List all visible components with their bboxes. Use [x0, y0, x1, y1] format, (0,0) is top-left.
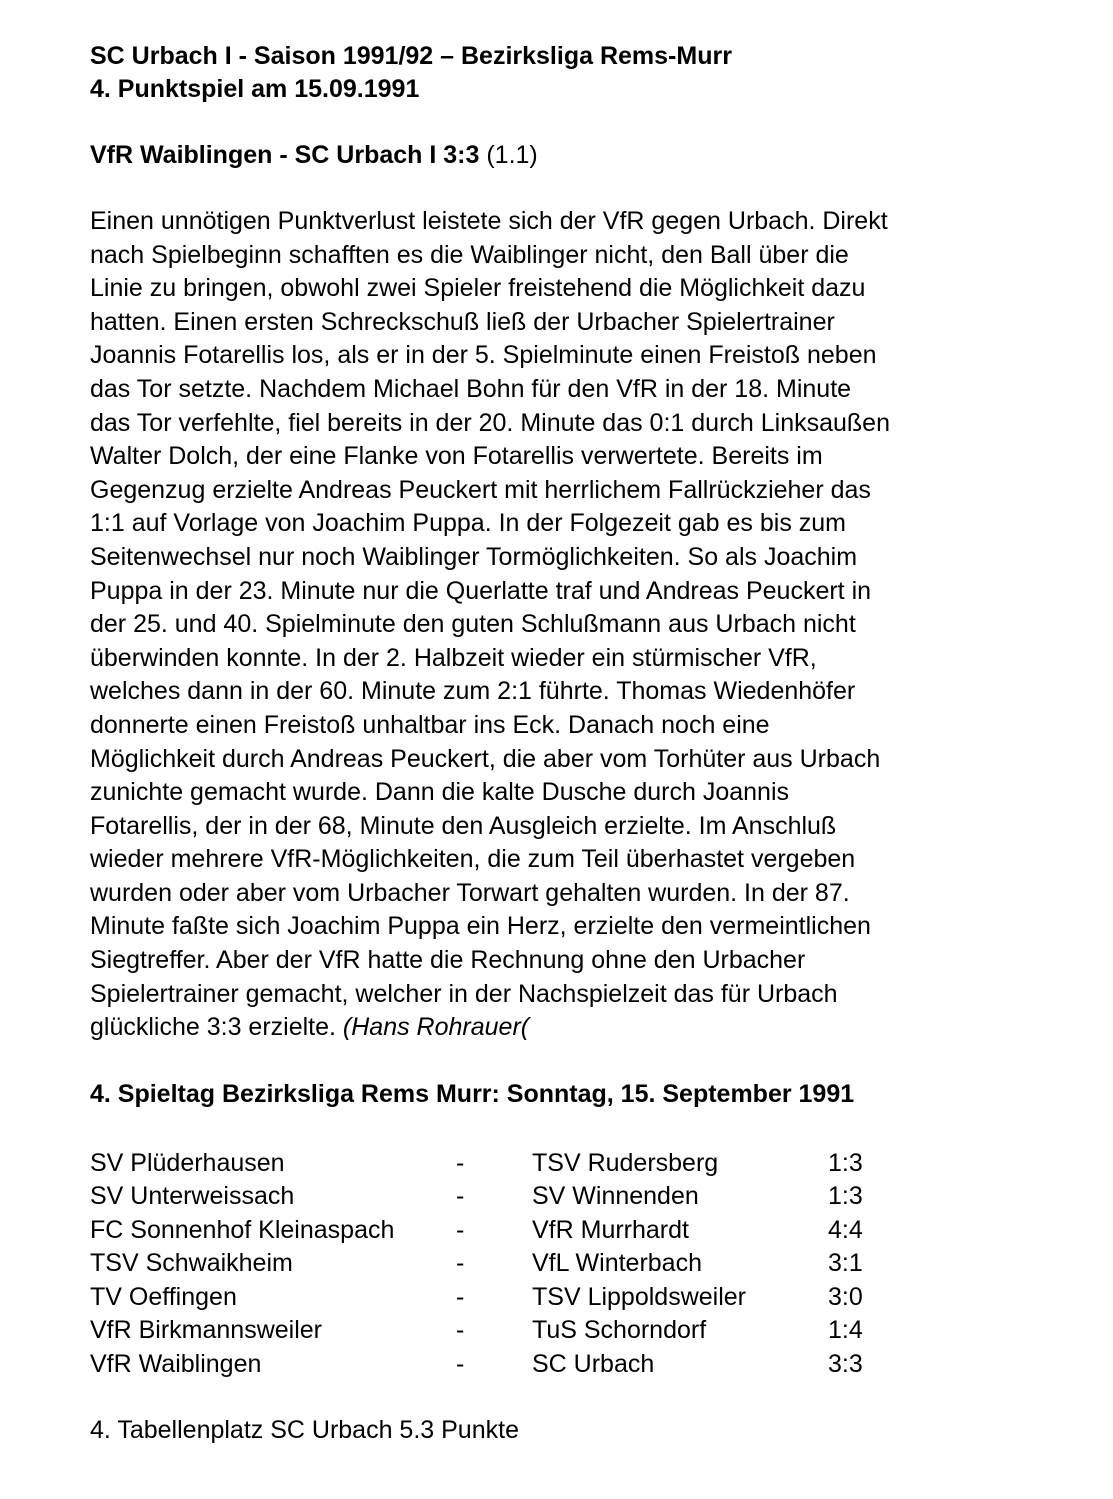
home-team: SV Plüderhausen — [90, 1148, 285, 1177]
away-team: VfL Winterbach — [532, 1249, 702, 1278]
match-headline — [90, 139, 1050, 172]
match-score: 3:3 — [828, 1349, 863, 1378]
result-row — [90, 1214, 1050, 1248]
away-team: TuS Schorndorf — [532, 1316, 707, 1345]
match-result-title: VfR Waiblingen - SC Urbach I 3:3 — [90, 141, 480, 169]
document-page — [90, 40, 1050, 1447]
home-team: TSV Schwaikheim — [90, 1249, 293, 1278]
result-separator: - — [456, 1215, 465, 1244]
result-separator: - — [456, 1148, 465, 1177]
match-report — [90, 205, 1050, 1045]
result-row — [90, 1147, 1050, 1181]
away-team: TSV Lippoldsweiler — [532, 1282, 746, 1311]
result-row — [90, 1180, 1050, 1214]
result-separator: - — [456, 1316, 465, 1345]
result-row — [90, 1348, 1050, 1382]
report-author: (Hans Rohrauer( — [342, 1013, 530, 1042]
away-team: SV Winnenden — [532, 1182, 699, 1211]
home-team: VfR Birkmannsweiler — [90, 1316, 323, 1345]
match-report-text: Einen unnötigen Punktverlust leistete sich der VfR gegen Urbach. Direkt nach Spielbeginn schafften es die Waiblinger nicht, den Ball über die Linie zu bringen, obwohl zwei Spieler freistehend die Möglichkeit dazu hatten. Einen ersten Schreckschuß ließ der Urbacher Spielertrainer Joannis Fotarellis los, als er in der 5. Spielminute einen Freistoß neben das Tor setzte. Nachdem Michael Bohn für den VfR in der 18. Minute das Tor verfehlte, fiel bereits in der 20. Minute das 0:1 durch Linksaußen Walter Dolch, der eine Flanke von Fotarellis verwertete. Bereits im Gegenzug erzielte Andreas Peuckert mit herrlichem Fallrückzieher das 1:1 auf Vorlage von Joachim Puppa. In der Folgezeit gab es bis zum Seitenwechsel nur noch Waiblinger Tormöglichkeiten. So als Joachim Puppa in der 23. Minute nur die Querlatte traf und Andreas Peuckert in der 25. und 40. Spielminute den guten Schlußmann aus Urbach nicht überwinden konnte. In der 2. Halbzeit wieder ein stürmischer VfR, welches dann in der 60. Minute zum 2:1 führte. Thomas Wiedenhöfer donnerte einen Freistoß unhaltbar ins Eck. Danach noch eine Möglichkeit durch Andreas Peuckert, die aber vom Torhüter aus Urbach zunichte gemacht wurde. Dann die kalte Dusche durch Joannis Fotarellis, der in der 68, Minute den Ausgleich erzielte. Im Anschluß wieder mehrere VfR-Möglichkeiten, die zum Teil überhastet vergeben wurden oder aber vom Urbacher Torwart gehalten wurden. In der 87. Minute faßte sich Joachim Puppa ein Herz, erzielte den vermeintlichen Siegtreffer. Aber der VfR hatte die Rechnung ohne den Urbacher Spielertrainer gemacht, welcher in der Nachspielzeit das für Urbach glückliche 3:3 erzielte. — [90, 207, 890, 1042]
result-separator: - — [456, 1282, 465, 1311]
match-score: 4:4 — [828, 1215, 863, 1244]
away-team: SC Urbach — [532, 1349, 655, 1378]
match-score: 3:1 — [828, 1249, 863, 1278]
away-team: TSV Rudersberg — [532, 1148, 719, 1177]
match-score: 1:4 — [828, 1316, 863, 1345]
table-standing: 4. Tabellenplatz SC Urbach 5.3 Punkte — [90, 1416, 519, 1445]
match-score: 1:3 — [828, 1182, 863, 1211]
results-table — [90, 1147, 1050, 1382]
result-row — [90, 1247, 1050, 1281]
match-score: 1:3 — [828, 1148, 863, 1177]
match-halftime-score: (1.1) — [479, 141, 538, 169]
home-team: FC Sonnenhof Kleinaspach — [90, 1215, 395, 1244]
result-row — [90, 1281, 1050, 1315]
result-separator: - — [456, 1182, 465, 1211]
home-team: SV Unterweissach — [90, 1182, 295, 1211]
match-score: 3:0 — [828, 1282, 863, 1311]
result-separator: - — [456, 1349, 465, 1378]
document-title: SC Urbach I - Saison 1991/92 – Bezirksliga Rems-Murr — [90, 42, 732, 70]
away-team: VfR Murrhardt — [532, 1215, 689, 1244]
home-team: VfR Waiblingen — [90, 1349, 262, 1378]
home-team: TV Oeffingen — [90, 1282, 237, 1311]
result-separator: - — [456, 1249, 465, 1278]
document-subtitle: 4. Punktspiel am 15.09.1991 — [90, 75, 420, 103]
result-row — [90, 1314, 1050, 1348]
matchday-heading: 4. Spieltag Bezirksliga Rems Murr: Sonntag, 15. September 1991 — [90, 1079, 855, 1108]
